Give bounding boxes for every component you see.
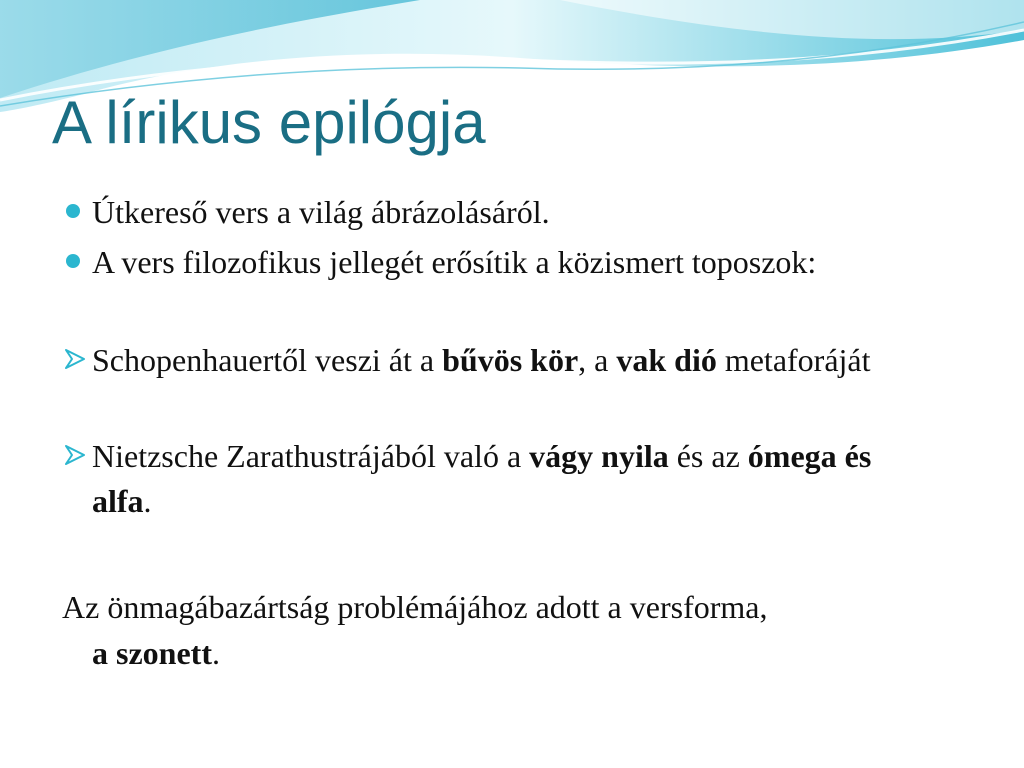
arrow-bullet-icon	[64, 348, 86, 370]
closing-text: .	[211, 635, 220, 671]
list-item	[92, 240, 912, 285]
list-item-text: Schopenhauertől veszi át a	[92, 342, 443, 378]
emphasis-text: vak dió	[616, 342, 717, 378]
closing-text: Az önmagábazártság problémájához adott a versforma,	[62, 589, 768, 625]
sub-list-item	[92, 338, 912, 383]
emphasis-text: a szonett	[92, 635, 212, 671]
closing-paragraph	[62, 584, 962, 676]
list-item-text: Nietzsche Zarathustrájából való a	[92, 438, 530, 474]
emphasis-text: vágy nyila	[529, 438, 669, 474]
sub-list-item	[92, 434, 912, 524]
slide-title: A lírikus epilógja	[52, 89, 486, 156]
bullet-dot-icon	[66, 204, 80, 218]
emphasis-text: bűvös kör	[442, 342, 579, 378]
list-item-text: és az	[668, 438, 748, 474]
list-item-text: metaforáját	[716, 342, 871, 378]
list-item	[92, 190, 912, 235]
list-item-text: Útkereső vers a világ ábrázolásáról.	[92, 194, 550, 230]
list-item-text: .	[143, 483, 152, 519]
emphasis-text: ómega és alfa	[92, 438, 872, 519]
list-item-text: A vers filozofikus jellegét erősítik a közismert toposzok:	[92, 244, 817, 280]
bullet-dot-icon	[66, 254, 80, 268]
arrow-bullet-icon	[64, 444, 86, 466]
list-item-text: , a	[578, 342, 617, 378]
